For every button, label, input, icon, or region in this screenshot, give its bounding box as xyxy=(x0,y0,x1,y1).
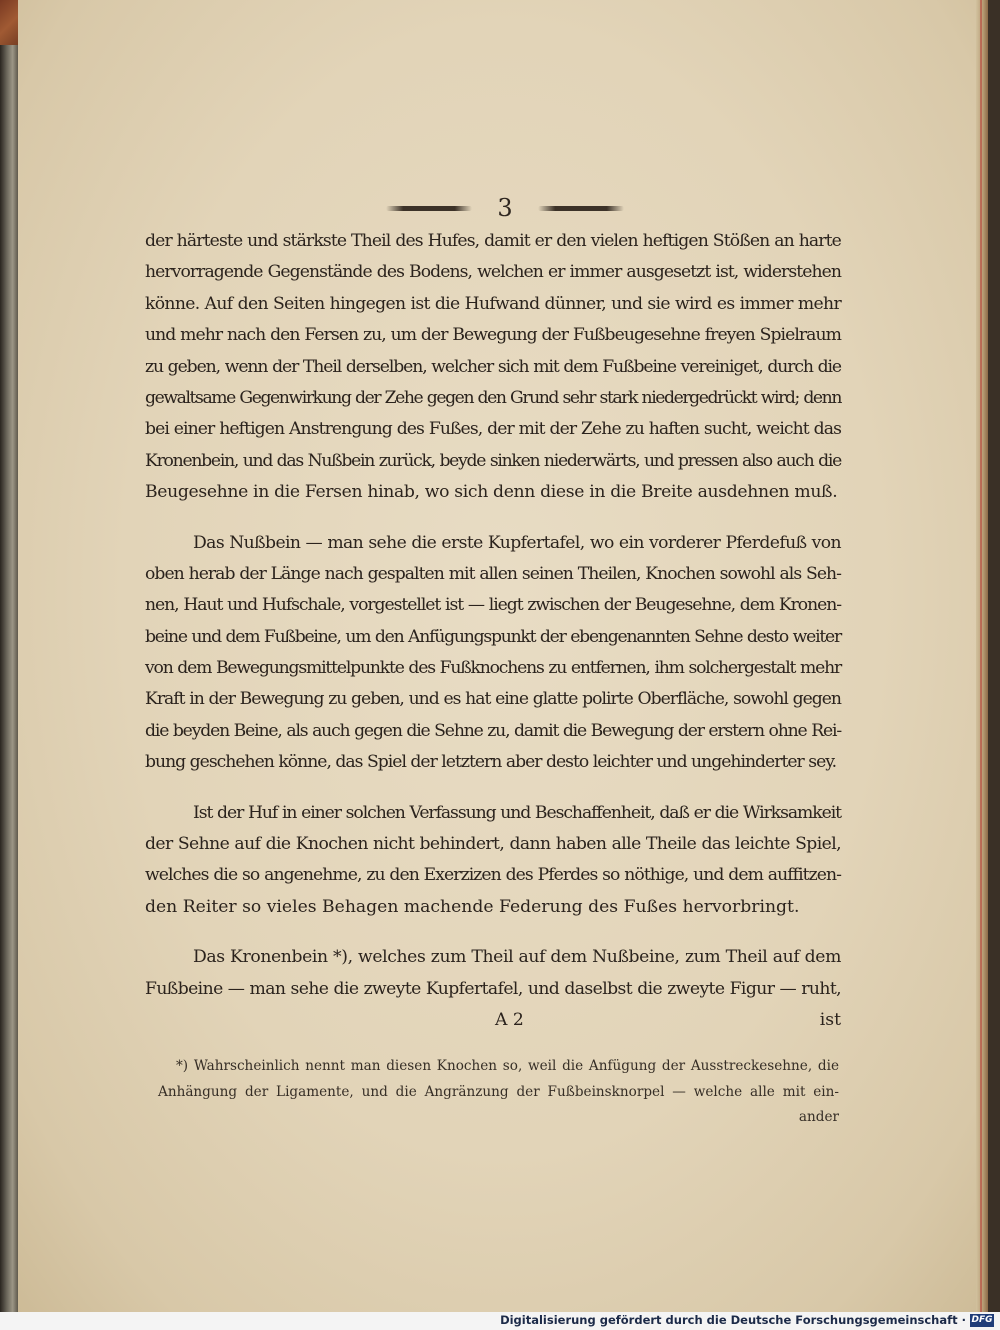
text-line: nen, Haut und Hufschale, vorgestellet ist — liegt zwischen der Beugesehne, dem Kronen- xyxy=(145,595,841,616)
text-line: Das Nußbein — man sehe die erste Kupfertafel, wo ein vorderer Pferdefuß von xyxy=(193,532,841,553)
page-edge xyxy=(976,0,988,1312)
paragraph-1 xyxy=(145,226,841,509)
footnote-line: ander xyxy=(798,1109,839,1125)
digitization-footer xyxy=(0,1312,1000,1330)
text-line: zu geben, wenn der Theil derselben, welcher sich mit dem Fußbeine vereiniget, durch die xyxy=(145,356,841,377)
text-line: Kraft in der Bewegung zu geben, und es hat eine glatte polirte Oberfläche, sowohl gegen xyxy=(145,689,841,710)
header-rule-right xyxy=(538,206,624,211)
page-number: 3 xyxy=(497,194,513,222)
main-text xyxy=(145,226,841,1036)
paragraph-3 xyxy=(145,798,841,924)
text-line: hervorragende Gegenstände des Bodens, welchen er immer ausgesetzt ist, widerstehen xyxy=(145,262,841,283)
signature-line xyxy=(145,1005,841,1036)
text-line: Fußbeine — man sehe die zweyte Kupfertafel, und daselbst die zweyte Figur — ruht, xyxy=(145,978,841,999)
text-line: von dem Bewegungsmittelpunkte des Fußknochens zu entfernen, ihm solchergestalt mehr xyxy=(145,658,841,679)
footnote-line: Anhängung der Ligamente, und die Angränzung der Fußbeinsknorpel — welche alle mit ein- xyxy=(158,1083,839,1100)
text-line: Ist der Huf in einer solchen Verfassung und Beschaffenheit, daß er die Wirksamkeit xyxy=(193,802,841,823)
text-line: den Reiter so vieles Behagen machende Federung des Fußes hervorbringt. xyxy=(145,896,800,917)
text-line: und mehr nach den Fersen zu, um der Bewegung der Fußbeugesehne freyen Spielraum xyxy=(145,325,841,346)
paragraph-2 xyxy=(145,528,841,779)
funding-credit: Digitalisierung gefördert durch die Deutsche Forschungsgemeinschaft · xyxy=(500,1313,966,1327)
book-spine xyxy=(0,0,18,1312)
page-edge-red-line xyxy=(980,0,982,1312)
text-line: welches die so angenehme, zu den Exerzizen des Pferdes so nöthige, und dem auffitzen- xyxy=(145,865,841,886)
text-line: beine und dem Fußbeine, um den Anfügungspunkt der ebengenannten Sehne desto weiter xyxy=(145,626,841,647)
footnote xyxy=(158,1054,839,1131)
text-line: der härteste und stärkste Theil des Hufes, damit er den vielen heftigen Stößen an harte xyxy=(145,231,841,251)
dfg-logo: DFG xyxy=(971,1315,993,1325)
text-line: die beyden Beine, als auch gegen die Sehne zu, damit die Bewegung der erstern ohne Rei- xyxy=(145,720,841,741)
text-line: Beugesehne in die Fersen hinab, wo sich denn diese in die Breite ausdehnen muß. xyxy=(145,482,838,503)
text-line: Das Kronenbein *), welches zum Theil auf dem Nußbeine, zum Theil auf dem xyxy=(193,947,841,968)
footnote-line: *) Wahrscheinlich nennt man diesen Knochen so, weil die Anfügung der Ausstreckesehne, die xyxy=(176,1058,839,1074)
paragraph-4 xyxy=(145,942,841,1036)
catchword: ist xyxy=(819,1009,841,1030)
text-line: Kronenbein, und das Nußbein zurück, beyde sinken niederwärts, und pressen also auch die xyxy=(145,450,841,471)
text-line: bung geschehen könne, das Spiel der letztern aber desto leichter und ungehinderter sey. xyxy=(145,752,837,773)
text-line: der Sehne auf die Knochen nicht behindert, dann haben alle Theile das leichte Spiel, xyxy=(145,834,841,855)
text-line: oben herab der Länge nach gespalten mit allen seinen Theilen, Knochen sowohl als Seh- xyxy=(145,563,841,584)
text-line: bei einer heftigen Anstrengung des Fußes, der mit der Zehe zu haften sucht, weicht das xyxy=(145,419,841,440)
text-line: gewaltsame Gegenwirkung der Zehe gegen den Grund sehr stark niedergedrückt wird; denn xyxy=(145,387,841,408)
signature-mark: A 2 xyxy=(495,1009,524,1030)
text-line: könne. Auf den Seiten hingegen ist die Hufwand dünner, und sie wird es immer mehr xyxy=(145,293,841,314)
page-header xyxy=(360,194,650,222)
